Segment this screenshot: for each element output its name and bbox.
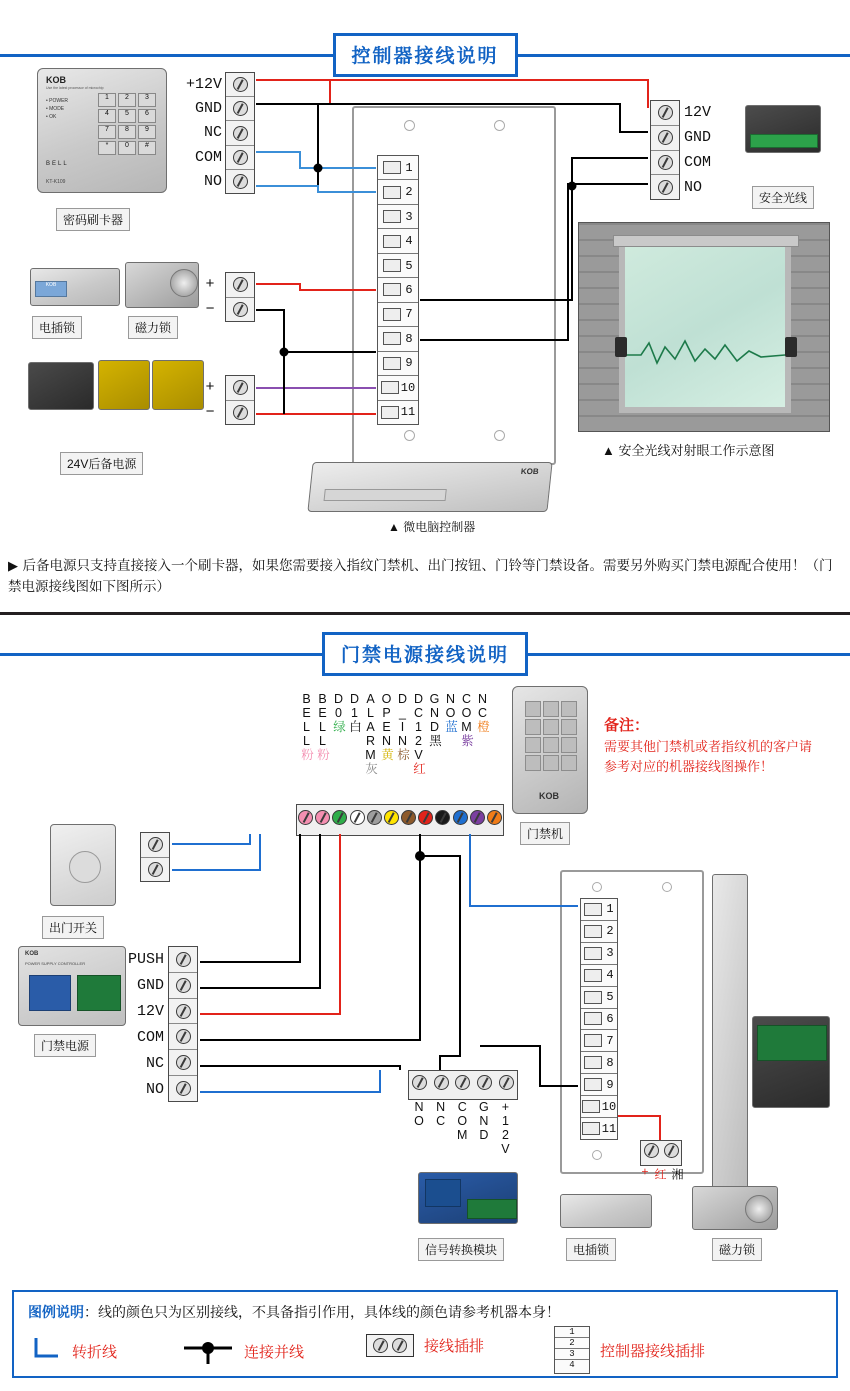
pin-label: BELL <box>299 692 314 748</box>
pin-label: D_IN <box>395 692 410 748</box>
terminal-label: − <box>205 404 215 421</box>
legend-strip-number: 1 <box>555 1327 589 1338</box>
pin-color: 黑 <box>427 734 442 747</box>
terminal-label: NO <box>412 1100 427 1128</box>
access-power-label: POWER SUPPLY CONTROLLER <box>25 961 86 966</box>
terminal-number: 3 <box>606 946 614 961</box>
legend-strip-number: 4 <box>569 1360 575 1370</box>
section1-wires <box>0 0 850 560</box>
pin-label: ALARM <box>363 692 378 762</box>
section2-wires <box>0 616 850 1316</box>
terminal-label: GND <box>194 100 222 118</box>
pin-color: 粉 <box>299 748 314 761</box>
terminal-label: COM <box>684 154 712 171</box>
exit-button-caption: 出门开关 <box>42 916 104 939</box>
terminal-label: + <box>205 379 215 396</box>
terminal-label: GND <box>136 976 164 994</box>
card-reader-bell-label: BELL <box>46 161 69 167</box>
legend-item-terminal <box>366 1334 484 1357</box>
terminal-number: 8 <box>606 1055 614 1070</box>
terminal-label: NO <box>145 1080 164 1098</box>
card-reader-keypad: 1 2 3 4 5 6 7 8 9 * 0 # <box>98 93 156 155</box>
access-power-brand: KOB <box>25 951 39 957</box>
remark-text: 需要其他门禁机或者指纹机的客户请参考对应的机器接线图操作！ <box>604 739 813 774</box>
legend-label: 连接并线 <box>244 1343 305 1361</box>
terminal-number: 6 <box>405 282 413 297</box>
terminal-number: 3 <box>405 209 413 224</box>
terminal-number: 1 <box>606 902 614 917</box>
card-reader-brand: KOB <box>46 75 66 85</box>
legend-title <box>28 1302 560 1322</box>
terminal-number: 4 <box>606 968 614 983</box>
terminal-label: NO <box>203 173 222 191</box>
terminal-number: 7 <box>405 307 413 322</box>
terminal-label: NC <box>145 1054 164 1072</box>
mag-lock-caption: 磁力锁 <box>128 316 178 339</box>
legend-strip-number: 3 <box>555 1349 589 1360</box>
terminal-strip-icon <box>366 1334 414 1357</box>
controller-device: KOB <box>307 462 552 512</box>
pin-label: OPEN <box>379 692 394 748</box>
card-reader-leds: • POWER • MODE • OK <box>46 98 69 120</box>
pin-label: D1 <box>347 692 362 720</box>
access-machine-caption: 门禁机 <box>520 822 570 845</box>
terminal-number: 8 <box>405 331 413 346</box>
terminal-label: +12V <box>498 1100 513 1156</box>
signal-module-caption: 信号转换模块 <box>418 1238 504 1261</box>
pin-label: D0 <box>331 692 346 720</box>
legend-item-controller-strip <box>554 1326 705 1374</box>
bolt-lock-caption: 电插锁 <box>32 316 82 339</box>
terminal-number: 11 <box>400 405 416 420</box>
terminal-label: 12V <box>136 1002 164 1020</box>
section-divider <box>0 612 850 615</box>
terminal-number: 5 <box>405 258 413 273</box>
section2-title: 门禁电源接线说明 <box>322 632 528 676</box>
terminal-number: 7 <box>606 1033 614 1048</box>
legend-title-text: ：线的颜色只为区别接线，不具备指引作用，具体线的颜色请参考机器本身！ <box>84 1304 560 1320</box>
remark-title: 备注： <box>604 717 650 734</box>
terminal-number: 2 <box>405 185 413 200</box>
terminal-number: 11 <box>601 1121 617 1136</box>
terminal-label: GND <box>476 1100 491 1142</box>
card-reader-model: KT-K109 <box>46 179 66 185</box>
terminal-label: NC <box>203 124 222 142</box>
pin-color: 红 <box>411 762 426 775</box>
terminal-number: 10 <box>400 380 416 395</box>
terminal-label: NO <box>684 179 703 196</box>
legend-strip-number: 2 <box>555 1338 589 1349</box>
pin-label: NO <box>443 692 458 720</box>
terminal-label: NC <box>433 1100 448 1128</box>
legend-label: 转折线 <box>72 1343 118 1361</box>
terminal-number: 9 <box>405 356 413 371</box>
terminal-number: 9 <box>606 1077 614 1092</box>
pin-color: 紫 <box>459 734 474 747</box>
pin-label: COM <box>459 692 474 734</box>
access-machine-device: KOB <box>512 686 588 814</box>
terminal-number: 6 <box>606 1011 614 1026</box>
pin-label: BELL <box>315 692 330 748</box>
pin-color: 棕 <box>395 748 410 761</box>
access-power-caption: 门禁电源 <box>34 1034 96 1057</box>
card-reader-sub: Use the latest processor of microchip <box>46 86 104 90</box>
bend-line-icon <box>28 1336 62 1366</box>
legend-item-junction <box>182 1336 304 1366</box>
terminal-number: 4 <box>405 234 413 249</box>
legend-box <box>12 1290 838 1378</box>
terminal-label: COM <box>455 1100 470 1142</box>
legend-title-label: 图例说明 <box>28 1304 84 1320</box>
section-power-wiring <box>0 616 850 1316</box>
pin-color: 橙 <box>475 720 490 733</box>
terminal-label: − <box>205 301 215 318</box>
pin-color: 蓝 <box>443 720 458 733</box>
terminal-label: GND <box>684 129 712 146</box>
terminal-label: +12V <box>185 75 222 93</box>
terminal-number: 1 <box>405 160 413 175</box>
terminal-number: 5 <box>606 990 614 1005</box>
pin-color: 灰 <box>363 762 378 775</box>
terminal-label-plus: + <box>638 1168 652 1176</box>
bolt-lock-caption-2: 电插锁 <box>566 1238 616 1261</box>
junction-dot-icon <box>182 1336 234 1366</box>
door-scene-caption: ▲ 安全光线对射眼工作示意图 <box>602 443 775 458</box>
terminal-label: 12V <box>684 104 712 121</box>
pin-label: DC12V <box>411 692 426 762</box>
backup-power-caption: 24V后备电源 <box>60 452 143 475</box>
controller-strip-icon <box>554 1326 590 1374</box>
terminal-number: 2 <box>606 924 614 939</box>
terminal-number: 10 <box>601 1099 617 1114</box>
legend-label: 接线插排 <box>424 1338 485 1355</box>
terminal-label: + <box>205 276 215 293</box>
section1-footnote: ▶ 后备电源只支持直接接入一个刷卡器，如果您需要接入指纹门禁机、出门按钮、门铃等门禁设备。需要另外购买门禁电源配合使用！（门禁电源接线图如下图所示） <box>8 558 833 594</box>
bolt-lock-device: KOB <box>30 268 120 306</box>
safety-beam-caption: 安全光线 <box>752 186 814 209</box>
terminal-note: 红 <box>653 1168 667 1180</box>
terminal-label: COM <box>136 1028 164 1046</box>
controller-caption: ▲ 微电脑控制器 <box>388 520 476 534</box>
pin-label: GND <box>427 692 442 734</box>
pin-color: 白 <box>347 720 362 733</box>
pin-color: 粉 <box>315 748 330 761</box>
terminal-note-2: 湘 <box>670 1168 684 1180</box>
legend-item-bend <box>28 1336 117 1366</box>
pin-color: 绿 <box>331 720 346 733</box>
terminal-label: COM <box>194 148 222 166</box>
legend-label: 控制器接线插排 <box>600 1342 706 1360</box>
card-reader-caption: 密码刷卡器 <box>56 208 130 231</box>
section-controller-wiring <box>0 0 850 612</box>
mag-lock-caption-2: 磁力锁 <box>712 1238 762 1261</box>
pin-label: NC <box>475 692 490 720</box>
section1-title: 控制器接线说明 <box>333 33 518 77</box>
terminal-label: PUSH <box>127 950 164 968</box>
pin-color: 黄 <box>379 748 394 761</box>
footnote-text: 后备电源只支持直接接入一个刷卡器，如果您需要接入指纹门禁机、出门按钮、门铃等门禁设备。需要另外购买门禁电源配合使用！（门禁电源接线图如下图所示） <box>8 558 833 594</box>
